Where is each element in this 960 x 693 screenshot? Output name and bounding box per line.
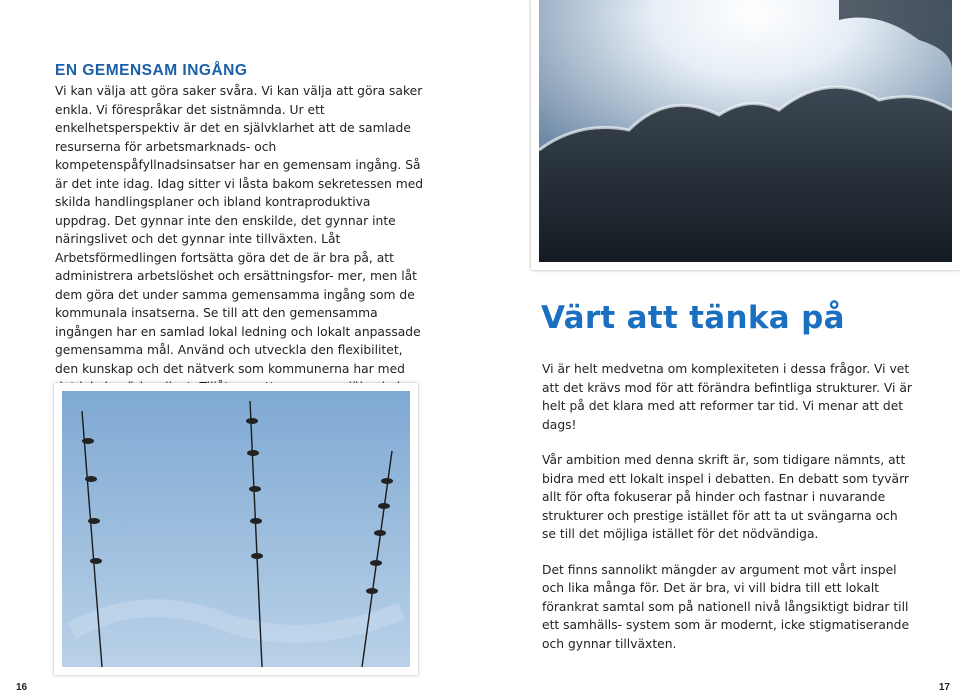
paragraph-3: Det finns sannolikt mängder av argument mot vårt inspel och lika många för. Det är bra, vi vill bidra till ett lokalt förankrat samtal som på nationell nivå långsiktigt bidrar till ett samhälls- system som är modernt, icke stigmatiserande och gynnar tillväxten. <box>542 562 910 651</box>
section-heading: EN GEMENSAM INGÅNG <box>55 62 248 79</box>
section-paragraph: Vi kan välja att göra saker svåra. Vi kan välja att göra saker enkla. Vi förespråkar det sistnämnda. Ur ett enkelhetsperspektiv är det en självklarhet att de samlade resurserna för arbetsmarknads- och kompetenspåfyllnadsinsatser har en gemensam ingång. Så är det inte idag. Idag sitter vi låsta bakom sekretessen med skilda handlingsplaner och ibland kontraproduktiva uppdrag. Det gynnar inte den enskilde, det gynnar inte näringslivet och det gynnar inte tillväxten. Låt Arbetsförmedlingen fortsätta göra det de är bra på, att administrera arbetslöshet och ersättningsfor- mer, men låt dem göra det under samma gemensamma ingång som de kommunala insatserna. Se till att den gemensamma ingången har en samlad lokal ledning och lokalt anpassade gemensamma mål. Använd och utveckla den flexibilitet, den kunskap och det nätverk som kommunerna har med <box>55 84 424 376</box>
paragraph-1: Vi är helt medvetna om komplexiteten i dessa frågor. Vi vet att det krävs mod för att förändra befintliga strukturer. Vi är helt på det klara med att reformer tar tid. Vi menar att det dags! <box>542 362 912 432</box>
birds-on-wires-photo <box>54 383 418 675</box>
left-column <box>55 62 425 415</box>
clouds-illustration <box>539 0 952 262</box>
page-title: Värt att tänka på <box>541 300 845 336</box>
clouds-photo <box>531 0 960 270</box>
right-column <box>542 360 912 670</box>
page-number-right: 17 <box>938 682 950 693</box>
paragraph-2: Vår ambition med denna skrift är, som tidigare nämnts, att bidra med ett lokalt inspel i debatten. En debatt som tyvärr allt för ofta fokuserar på hinder och fastnar i nuvarande strukturer och prestige istället för att ta ut svängarna och se till det möjliga istället för det nödvändiga. <box>542 453 909 541</box>
birds-illustration <box>62 391 410 667</box>
page-number-left: 16 <box>16 682 28 693</box>
